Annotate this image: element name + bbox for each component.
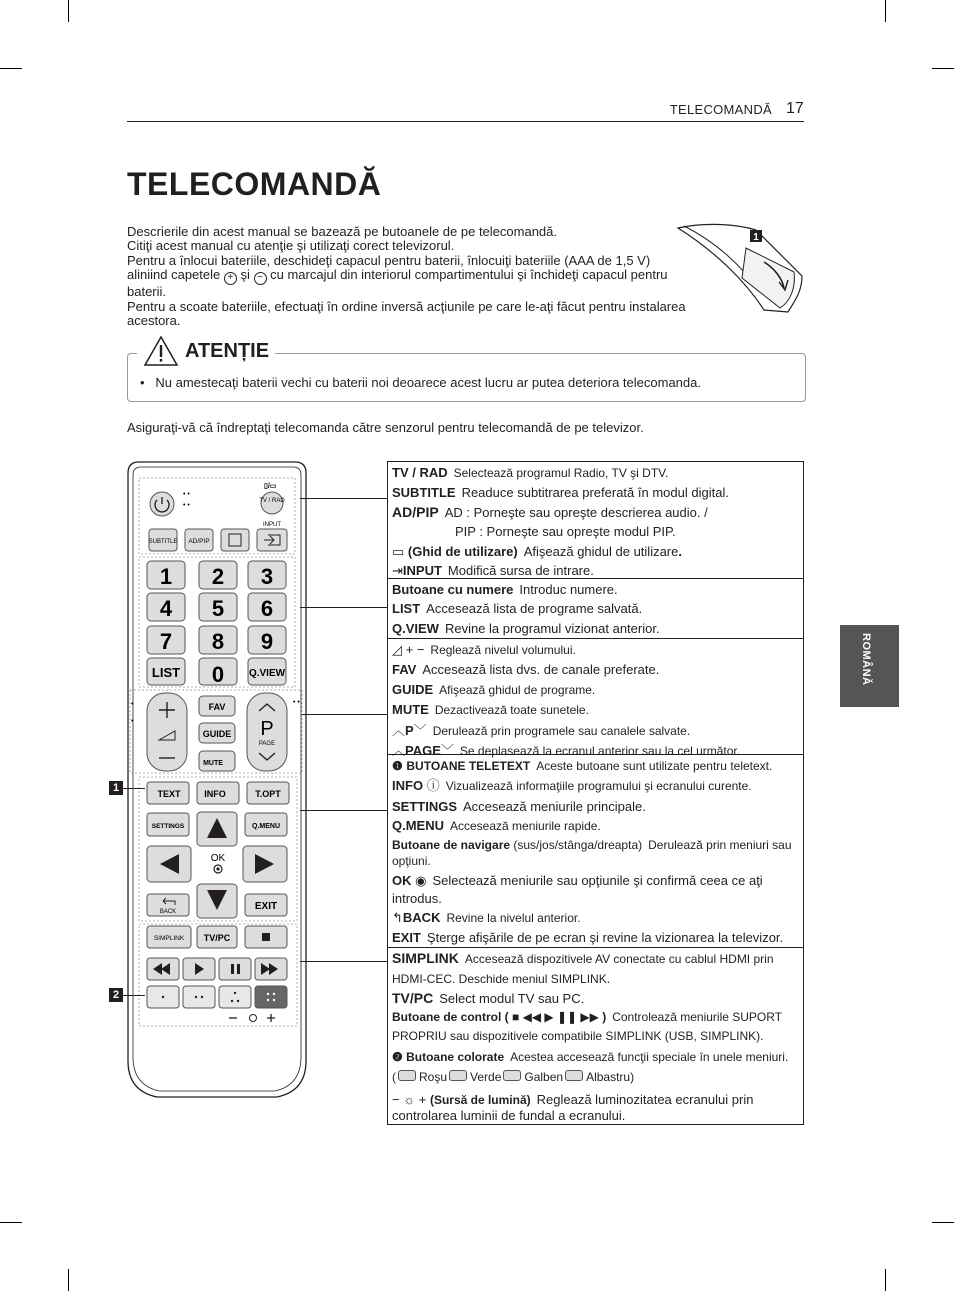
desc-section-top: TV / RAD Selectează programul Radio, TV şi DTV. SUBTITLE Readuce subtitrarea preferată în modul digital. AD/PIP AD : Porneşte sau opreşte descrierea audio. / PIP : Porneşte sau opreşte modul PIP. ▭ (Ghid de utilizare) Afişează ghidul de utilizare. ⇥INPUT Modifică sursa de intrare. (388, 462, 803, 579)
callout-1-badge: 1 (109, 781, 123, 795)
info-button: INFO (204, 789, 226, 799)
language-tab: ROMÂNĂ (840, 625, 899, 707)
leader-line (123, 995, 145, 996)
minus-pole-icon: − (254, 272, 267, 285)
svg-text:• •: • • (293, 699, 300, 706)
topt-button: T.OPT (255, 789, 281, 799)
mute-button: MUTE (203, 760, 223, 767)
callout-2-badge: 2 (109, 988, 123, 1002)
crop-mark (0, 68, 22, 69)
tv-rad-button: TV / RAD (259, 498, 285, 504)
chevron-up-icon: ︿ (392, 722, 406, 738)
page-label: PAGE (258, 741, 276, 747)
svg-text:3: 3 (260, 564, 274, 589)
red-button-icon (398, 1070, 416, 1081)
svg-text:9: 9 (260, 629, 274, 654)
blue-button-icon (565, 1070, 583, 1081)
leader-line (123, 788, 145, 789)
plus-pole-icon: + (224, 272, 237, 285)
zero-button: 0 (211, 662, 225, 687)
caution-text: • Nu amestecaţi baterii vechi cu baterii noi deoarece acest lucru ar putea deteriora telecomanda. (140, 375, 701, 390)
svg-text:8: 8 (211, 629, 225, 654)
list-button: LIST (151, 665, 181, 680)
crop-mark (932, 68, 954, 69)
back-icon: ↰ (392, 909, 403, 925)
user-guide-icon: ▭ (392, 543, 405, 559)
desc-section-teletext: ❶ BUTOANE TELETEXT Aceste butoane sunt utilizate pentru teletext. INFO ⓘ Vizualizează informaţiile programului şi ecranului curente. SETTINGS Accesează meniurile principale. Q.MENU Accesează meniurile rapide. Butoane de navigare (sus/jos/stânga/dreapta) Derulează prin meniuri sau opţiuni. OK ◉ Selectează meniurile sau opţiunile şi confirmă ceea ce aţi introdus. ↰BACK Revine la nivelul anterior. EXIT Şterge afişările de pe ecran şi revine la vizionarea la televizor. (388, 755, 803, 948)
simplink-button: SIMPLINK (153, 935, 185, 942)
chevron-down-icon: ﹀ (413, 722, 427, 738)
header-rule (127, 121, 804, 122)
page-title: TELECOMANDĂ (127, 166, 382, 202)
crop-mark (0, 1222, 22, 1223)
desc-section-volume: ◿ + − Reglează nivelul volumului. FAV Accesează lista dvs. de canale preferate. GUIDE Afişează ghidul de programe. MUTE Dezactivează toate sunetele. ︿P﹀ Derulează prin programele sau canalele salvate. ︿PAGE﹀ Se deplasează la ecranul anterior sau la cel următor. (388, 639, 803, 755)
light-source-icon: − ☼ + (392, 1092, 427, 1108)
p-label: P (260, 718, 274, 740)
desc-section-simplink: SIMPLINK Accesează dispozitivele AV conectate cu cablul HDMI prin HDMI-CEC. Deschide meniul SIMPLINK. TV/PC Select modul TV sau PC. Butoane de control ( ■ ◀◀ ▶ ❚❚ ▶▶ ) Controlează meniurile SUPORT PROPRIU sau dispozitivele compatibile SIMPLINK (USB, SIMPLINK). ❷ Butoane colorate Acestea accesează funcţii speciale în unele meniuri. ( Roşu Verde Galben Albastru) − ☼ + (Sursă de lumină) Reglează luminozitatea ecranului prin controlarea luminii de fundal a ecranului. (388, 948, 803, 1122)
leader-line (300, 607, 387, 608)
desc-section-numbers: Butoane cu numere Introduc numere. LIST Accesează lista de programe salvată. Q.VIEW Revine la programul vizionat anterior. (388, 579, 803, 639)
leader-line (300, 961, 387, 962)
back-button: BACK (159, 909, 177, 915)
input-icon: ⇥ (392, 563, 403, 579)
qview-button: Q.VIEW (248, 668, 286, 679)
leader-line (300, 810, 387, 811)
caution-header (137, 333, 275, 369)
tvpc-button: TV/PC (203, 933, 231, 943)
callout-1-inline: ❶ (392, 759, 403, 773)
caution-title: ATENȚIE (185, 339, 270, 362)
button-description-table (387, 461, 804, 1125)
chevron-up-icon: ︿ (392, 743, 406, 759)
ok-icon: ◉ (415, 872, 427, 888)
remote-illustration (127, 461, 307, 1099)
battery-badge: 1 (753, 232, 759, 243)
leader-line (300, 498, 387, 499)
svg-text:6: 6 (260, 596, 274, 621)
leader-line (302, 714, 387, 715)
volume-icon: ◿ + − (392, 642, 425, 657)
input-label: INPUT (263, 522, 281, 528)
crop-mark (932, 1222, 954, 1223)
svg-text:• •: • • (183, 502, 190, 509)
guide-button: GUIDE (202, 729, 232, 739)
page-number: 17 (786, 100, 804, 117)
aim-note: Asiguraţi-vă că îndreptaţi telecomanda către senzorul pentru telecomandă de pe televizor. (127, 420, 644, 435)
yellow-button-icon (503, 1070, 521, 1081)
intro-text: Descrierile din acest manual se bazează pe butoanele de pe telecomandă. Citiţi acest manual cu atenţie şi utilizaţi corect televizorul. Pentru a înlocui bateriile, deschideţi capacul pentru baterii, înlocuiţi bateriile (AAA de 1,5 V) aliniind capetele + şi − cu marcajul din interiorul compartimentului şi închideţi capacul pentru baterii. Pentru a scoate bateriile, efectuaţi în ordine inversă acţiunile pe care le-aţi făcut pentru instalarea acestora. (127, 224, 686, 329)
settings-button: SETTINGS (151, 823, 185, 830)
fav-button: FAV (208, 702, 226, 712)
callout-2-inline: ❷ (392, 1050, 403, 1065)
svg-text:4: 4 (159, 596, 173, 621)
crop-mark (885, 1269, 886, 1291)
svg-text:7: 7 (159, 629, 173, 654)
qmenu-button: Q.MENU (252, 823, 280, 830)
control-buttons-icon: ■ ◀◀ ▶ ❚❚ ▶▶ (512, 1010, 599, 1025)
number-buttons (147, 561, 286, 654)
exit-button: EXIT (254, 901, 278, 912)
svg-text:•: • (131, 718, 134, 725)
running-header: TELECOMANDĂ (669, 102, 772, 117)
svg-text:1: 1 (159, 564, 173, 589)
green-button-icon (449, 1070, 467, 1081)
ad-pip-button: AD/PIP (188, 538, 210, 545)
subtitle-button: SUBTITLE (148, 539, 178, 545)
color-buttons-legend: ( Roşu Verde Galben Albastru) (392, 1069, 635, 1084)
crop-mark (68, 0, 69, 22)
crop-mark (885, 0, 886, 22)
warning-triangle-icon (143, 335, 179, 367)
ok-button: OK (210, 853, 226, 864)
svg-text:•: • (131, 701, 134, 708)
svg-text:2: 2 (211, 564, 225, 589)
svg-text:• •: • • (183, 491, 190, 498)
text-button: TEXT (157, 789, 181, 799)
crop-mark (68, 1269, 69, 1291)
info-icon: ⓘ (426, 778, 440, 794)
svg-text:5: 5 (211, 596, 225, 621)
battery-cover-illustration (676, 222, 806, 314)
chevron-down-icon: ﹀ (440, 743, 454, 759)
svg-text:▯/▭: ▯/▭ (264, 483, 277, 490)
